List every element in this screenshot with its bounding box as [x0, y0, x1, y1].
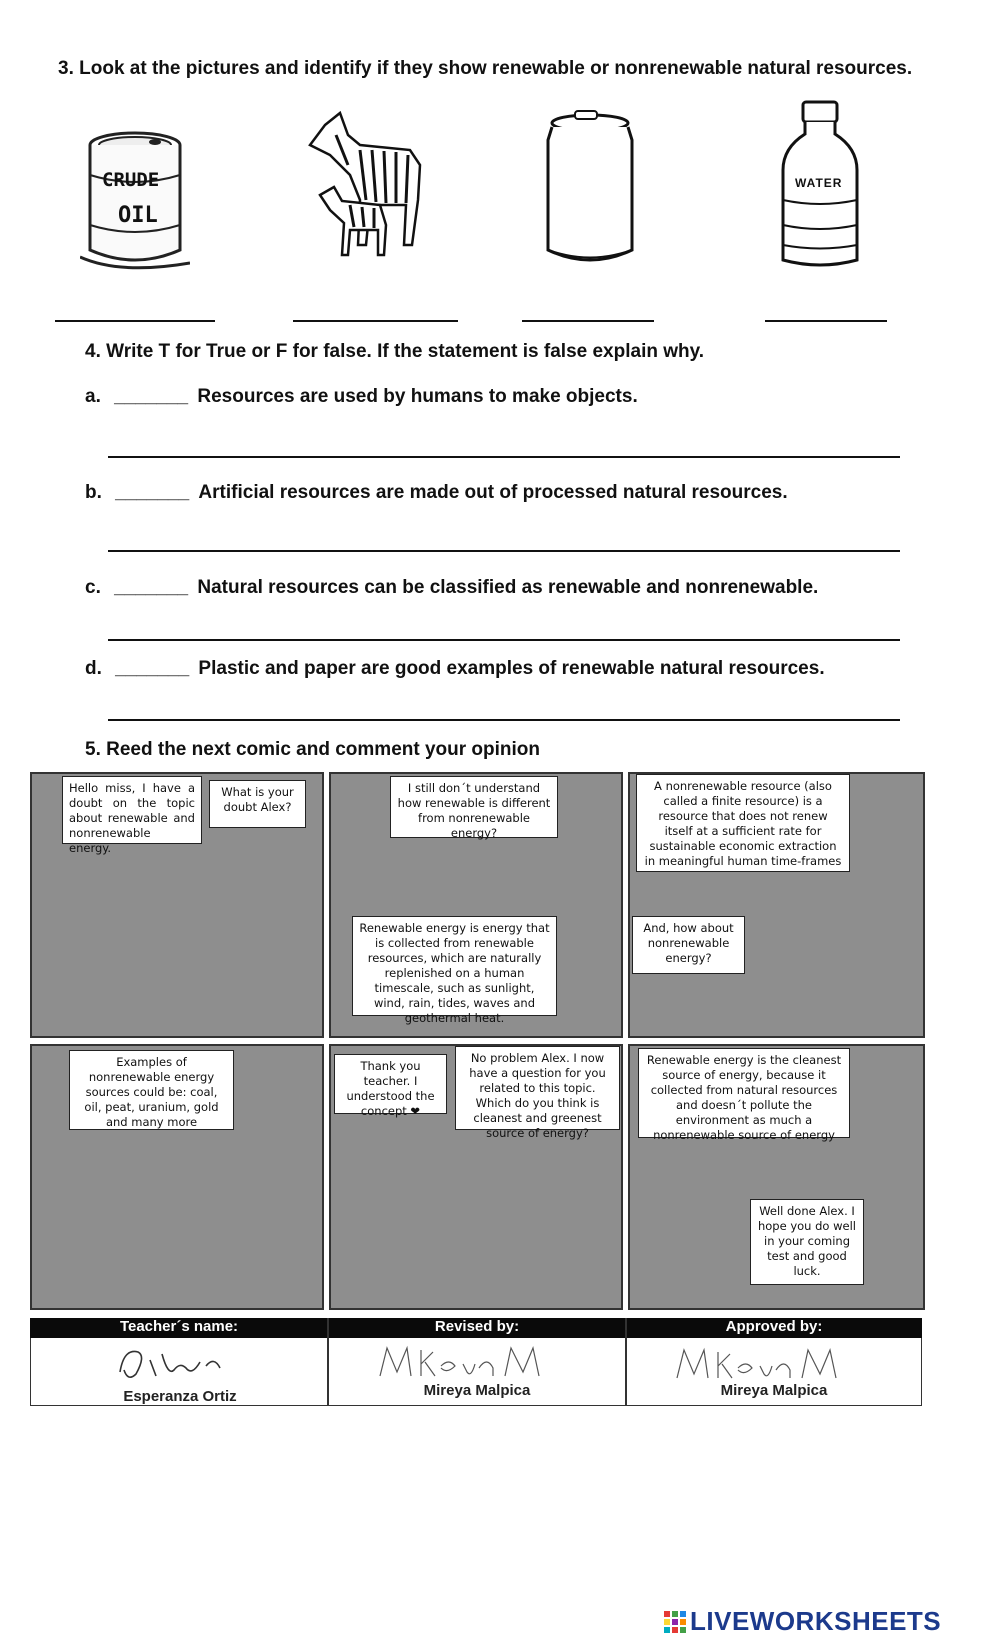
- revised-name: Mireya Malpica: [423, 1382, 531, 1399]
- header-approved: Approved by:: [626, 1318, 922, 1338]
- speech-bubble-11: Well done Alex. I hope you do well in your coming test and good luck.: [750, 1199, 864, 1285]
- q3-title: 3. Look at the pictures and identify if they show renewable or nonrenewable natural resources.: [58, 58, 913, 79]
- q4-item-b: [85, 482, 788, 504]
- barrel-label-top: CRUDE: [102, 169, 160, 191]
- item-blank[interactable]: _______: [115, 482, 190, 503]
- barrel-icon: [80, 125, 190, 275]
- q4-item-c: [85, 577, 818, 599]
- answer-line-1[interactable]: [55, 320, 215, 322]
- item-letter: c.: [85, 577, 101, 598]
- explain-line-a[interactable]: [108, 456, 900, 458]
- bottle-label: WATER: [795, 176, 843, 190]
- header-revised: Revised by:: [328, 1318, 626, 1338]
- zebra-icon: [300, 105, 440, 265]
- q4-title: 4. Write T for True or F for false. If the statement is false explain why.: [85, 341, 705, 362]
- signature-approved: [672, 1344, 867, 1384]
- q4-item-a: [85, 386, 638, 408]
- speech-bubble-4: Renewable energy is energy that is collected from renewable resources, which are naturally replenished on a human timescale, such as sunlight, wind, rain, tides, waves and geothermal heat.: [352, 916, 557, 1016]
- crude-oil-barrel-image: [80, 125, 190, 275]
- item-text: Resources are used by humans to make objects.: [197, 386, 638, 407]
- speech-bubble-8: Thank you teacher. I understood the concept ❤: [334, 1054, 447, 1114]
- item-blank[interactable]: _______: [115, 658, 190, 679]
- header-teacher: Teacher´s name:: [30, 1318, 328, 1338]
- speech-bubble-9: No problem Alex. I now have a question for you related to this topic. Which do you think is cleanest and greenest source of energy?: [455, 1046, 620, 1130]
- logo-icon: [664, 1611, 686, 1633]
- table-divider-2: [625, 1318, 627, 1406]
- approved-name: Mireya Malpica: [720, 1382, 828, 1399]
- item-blank[interactable]: _______: [114, 577, 189, 598]
- soda-can-image: [545, 105, 635, 270]
- speech-bubble-1: Hello miss, I have a doubt on the topic about renewable and nonrenewable energy.: [62, 776, 202, 844]
- signature-revised: [375, 1342, 570, 1382]
- item-letter: a.: [85, 386, 101, 407]
- speech-bubble-3: I still don´t understand how renewable is different from nonrenewable energy?: [390, 776, 558, 838]
- answer-line-2[interactable]: [293, 320, 458, 322]
- speech-bubble-7: Examples of nonrenewable energy sources could be: coal, oil, peat, uranium, gold and many more: [69, 1050, 234, 1130]
- speech-bubble-10: Renewable energy is the cleanest source of energy, because it collected from natural resources and doesn´t pollute the environment as much a nonrenewable source of energy: [638, 1048, 850, 1138]
- item-text: Artificial resources are made out of processed natural resources.: [198, 482, 788, 503]
- speech-bubble-6: And, how about nonrenewable energy?: [632, 916, 745, 974]
- item-text: Plastic and paper are good examples of renewable natural resources.: [198, 658, 825, 679]
- q5-title: 5. Reed the next comic and comment your opinion: [85, 739, 541, 760]
- answer-line-3[interactable]: [522, 320, 654, 322]
- table-divider-1: [327, 1318, 329, 1406]
- teacher-name: Esperanza Ortiz: [123, 1388, 237, 1405]
- signature-teacher: [110, 1342, 250, 1384]
- can-icon: [545, 105, 635, 270]
- water-bottle-image: [775, 100, 865, 270]
- speech-bubble-2: What is your doubt Alex?: [209, 780, 306, 828]
- item-blank[interactable]: _______: [114, 386, 189, 407]
- item-text: Natural resources can be classified as renewable and nonrenewable.: [197, 577, 819, 598]
- speech-bubble-5: A nonrenewable resource (also called a finite resource) is a resource that does not renew itself at a sufficient rate for sustainable economic extraction in meaningful human time-frames: [636, 774, 850, 872]
- zebras-image: [300, 105, 440, 265]
- barrel-label-bottom: OIL: [118, 203, 158, 228]
- liveworksheets-logo: [664, 1606, 941, 1637]
- answer-line-4[interactable]: [765, 320, 887, 322]
- explain-line-c[interactable]: [108, 639, 900, 641]
- item-letter: b.: [85, 482, 102, 503]
- logo-text: LIVEWORKSHEETS: [690, 1606, 942, 1636]
- explain-line-d[interactable]: [108, 719, 900, 721]
- explain-line-b[interactable]: [108, 550, 900, 552]
- q4-item-d: [85, 658, 825, 680]
- item-letter: d.: [85, 658, 102, 679]
